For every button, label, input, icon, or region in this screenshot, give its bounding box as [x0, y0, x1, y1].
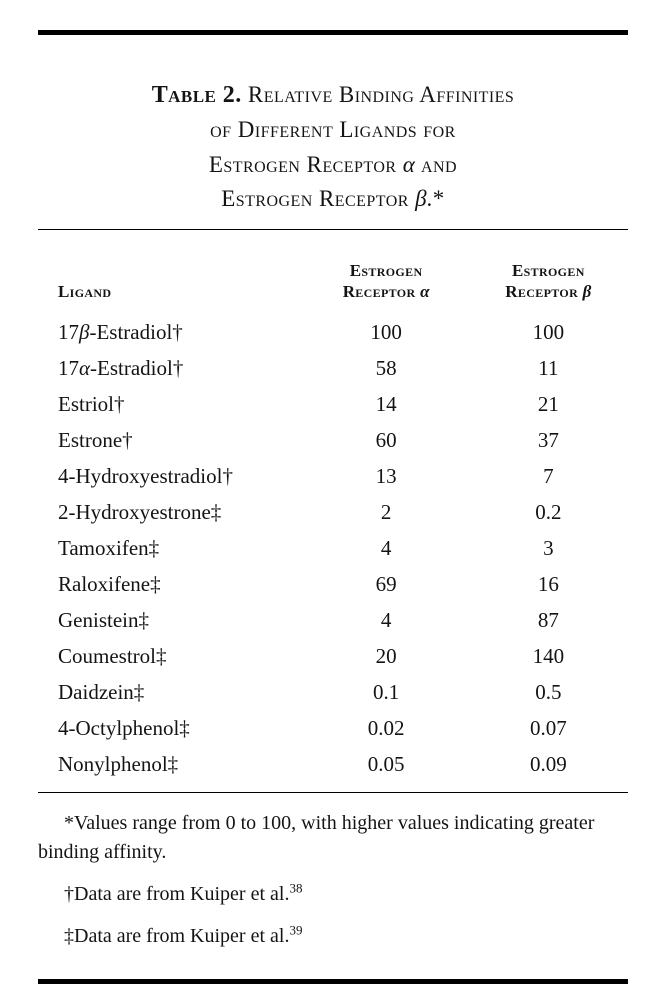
- reference-number-39: 39: [289, 922, 303, 938]
- er-beta-value: 140: [532, 644, 565, 668]
- alpha-symbol: α: [402, 151, 415, 177]
- er-beta-value: 0.2: [535, 500, 562, 524]
- beta-symbol: β: [415, 186, 427, 211]
- er-beta-value: 0.09: [529, 752, 567, 776]
- ligand-text: 17: [58, 356, 79, 380]
- column-header-ligand: Ligand: [58, 281, 112, 301]
- er-beta-value: 0.07: [529, 716, 567, 740]
- ligand-cell: [38, 350, 304, 386]
- er-beta-value: 16: [537, 572, 559, 596]
- binding-affinity-table: [38, 260, 628, 783]
- ligand-cell: Coumestrol‡: [58, 644, 167, 668]
- title-line4-text: Estrogen Receptor: [221, 186, 409, 211]
- table-row: [38, 422, 628, 458]
- table-row: [38, 746, 628, 782]
- ligand-cell: 4-Hydroxyestradiol†: [58, 464, 233, 488]
- header-text: Estrogen: [511, 260, 585, 280]
- table-number-label: Table 2.: [151, 82, 242, 108]
- er-alpha-value: 0.05: [367, 752, 405, 776]
- beta-symbol: β: [79, 320, 90, 344]
- column-header-er-alpha: [304, 260, 469, 315]
- er-beta-value: 3: [543, 536, 554, 560]
- table-row: [38, 386, 628, 422]
- ligand-cell: Genistein‡: [58, 608, 149, 632]
- title-separator-rule: [38, 229, 628, 230]
- table-row: [38, 530, 628, 566]
- bottom-rule-container: [38, 979, 628, 984]
- er-alpha-value: 58: [375, 356, 397, 380]
- table-row: [38, 710, 628, 746]
- ligand-cell: Estriol†: [58, 392, 125, 416]
- title-suffix: .*: [426, 186, 445, 211]
- header-row: [38, 260, 628, 315]
- title-line3-post: and: [421, 151, 458, 177]
- footnote-dagger: [38, 880, 628, 909]
- er-alpha-value: 60: [375, 428, 397, 452]
- footnote-text: †Data are from Kuiper et al.: [64, 883, 290, 905]
- title-line2: of Different Ligands for: [210, 117, 456, 142]
- ligand-cell: Nonylphenol‡: [58, 752, 179, 776]
- er-alpha-value: 4: [380, 536, 392, 560]
- er-beta-value: 21: [537, 392, 559, 416]
- table-row: [38, 350, 628, 386]
- er-beta-value: 37: [537, 428, 559, 452]
- er-alpha-value: 0.1: [372, 680, 400, 704]
- er-alpha-value: 13: [375, 464, 397, 488]
- bottom-rule: [38, 979, 628, 984]
- table-row: [38, 566, 628, 602]
- reference-number-38: 38: [289, 880, 303, 896]
- er-alpha-value: 69: [375, 572, 397, 596]
- ligand-cell: [38, 314, 304, 350]
- footnote-double-dagger: [38, 922, 628, 951]
- er-alpha-value: 14: [375, 392, 397, 416]
- er-alpha-value: 20: [375, 644, 397, 668]
- er-alpha-value: 0.02: [367, 716, 405, 740]
- footnotes: [38, 793, 628, 951]
- ligand-text: 17: [58, 320, 79, 344]
- header-text: Receptor: [505, 281, 579, 301]
- alpha-symbol: α: [79, 356, 91, 380]
- er-beta-value: 0.5: [535, 680, 562, 704]
- er-alpha-value: 100: [370, 320, 402, 344]
- er-alpha-value: 4: [380, 608, 392, 632]
- ligand-cell: 2-Hydroxyestrone‡: [58, 500, 222, 524]
- table-row: [38, 458, 628, 494]
- footnote-text: ‡Data are from Kuiper et al.: [64, 925, 290, 947]
- title-line1: Relative Binding Affinities: [247, 82, 515, 107]
- column-header-er-beta: [469, 260, 628, 315]
- er-beta-value: 87: [537, 608, 559, 632]
- table-row: [38, 674, 628, 710]
- er-beta-value: 100: [532, 320, 565, 344]
- ligand-cell: Estrone†: [58, 428, 133, 452]
- table-row: [38, 602, 628, 638]
- ligand-cell: Tamoxifen‡: [58, 536, 160, 560]
- alpha-symbol: α: [420, 281, 430, 301]
- er-beta-value: 7: [543, 464, 554, 488]
- er-alpha-value: 2: [380, 500, 392, 524]
- ligand-text: -Estradiol†: [90, 356, 184, 380]
- er-beta-value: 11: [538, 356, 559, 380]
- header-text: Estrogen: [349, 260, 423, 280]
- ligand-text: -Estradiol†: [89, 320, 183, 344]
- ligand-cell: Daidzein‡: [58, 680, 145, 704]
- table-title: [66, 77, 600, 217]
- ligand-cell: Raloxifene‡: [58, 572, 161, 596]
- beta-symbol: β: [582, 281, 592, 301]
- footnote-star: *Values range from 0 to 100, with higher values indicating greater binding affinity.: [38, 812, 595, 863]
- top-rule: [38, 30, 628, 35]
- table-row: [38, 314, 628, 350]
- title-line3-text: Estrogen Receptor: [208, 151, 397, 177]
- table-row: [38, 494, 628, 530]
- table-row: [38, 638, 628, 674]
- ligand-cell: 4-Octylphenol‡: [58, 716, 190, 740]
- header-text: Receptor: [342, 281, 416, 301]
